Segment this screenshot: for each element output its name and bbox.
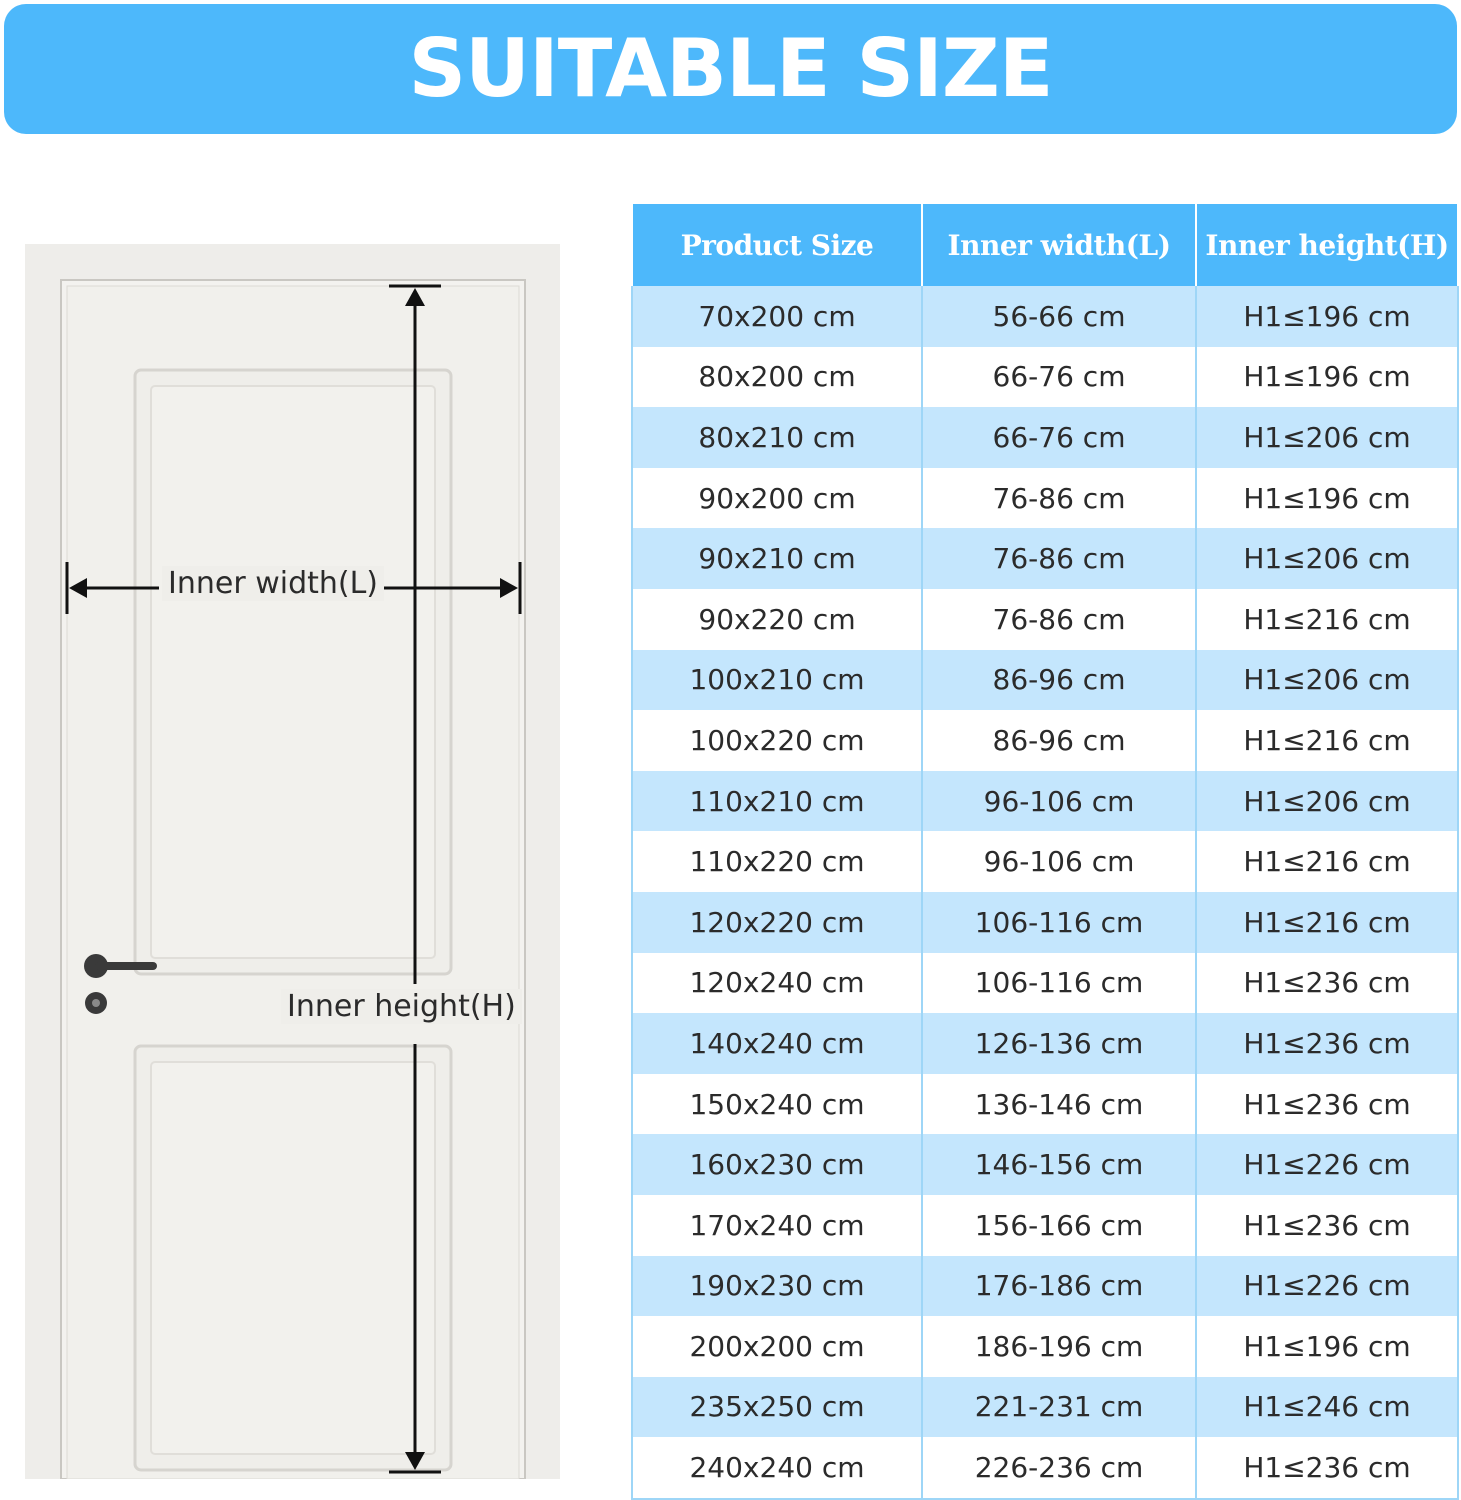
table-row: [632, 286, 1458, 347]
cell-product-size: 190x230 cm: [632, 1256, 922, 1317]
cell-product-size: 90x200 cm: [632, 468, 922, 529]
table-row: [632, 1013, 1458, 1074]
table-row: [632, 589, 1458, 650]
cell-product-size: 90x220 cm: [632, 589, 922, 650]
cell-product-size: 120x220 cm: [632, 892, 922, 953]
cell-product-size: 80x200 cm: [632, 347, 922, 408]
size-table: [631, 204, 1459, 1500]
inner-width-label: Inner width(L): [162, 566, 384, 601]
cell-inner-width: 56-66 cm: [922, 286, 1196, 347]
cell-inner-width: 96-106 cm: [922, 771, 1196, 832]
table-row: [632, 650, 1458, 711]
cell-inner-height: H1≤236 cm: [1196, 1074, 1458, 1135]
cell-product-size: 90x210 cm: [632, 528, 922, 589]
cell-inner-height: H1≤246 cm: [1196, 1377, 1458, 1438]
cell-inner-width: 126-136 cm: [922, 1013, 1196, 1074]
title-banner: [4, 4, 1457, 134]
table-row: [632, 710, 1458, 771]
cell-inner-width: 86-96 cm: [922, 710, 1196, 771]
cell-inner-width: 66-76 cm: [922, 347, 1196, 408]
cell-inner-height: H1≤236 cm: [1196, 953, 1458, 1014]
cell-inner-height: H1≤226 cm: [1196, 1134, 1458, 1195]
header-inner-height: Inner height(H): [1196, 204, 1458, 286]
table-row: [632, 1316, 1458, 1377]
cell-inner-height: H1≤216 cm: [1196, 831, 1458, 892]
cell-product-size: 160x230 cm: [632, 1134, 922, 1195]
table-row: [632, 892, 1458, 953]
cell-inner-height: H1≤206 cm: [1196, 650, 1458, 711]
cell-product-size: 140x240 cm: [632, 1013, 922, 1074]
table-row: [632, 953, 1458, 1014]
cell-inner-height: H1≤236 cm: [1196, 1437, 1458, 1499]
header-inner-width: Inner width(L): [922, 204, 1196, 286]
inner-height-label: Inner height(H): [281, 989, 522, 1024]
cell-inner-width: 106-116 cm: [922, 953, 1196, 1014]
cell-product-size: 200x200 cm: [632, 1316, 922, 1377]
table-row: [632, 1134, 1458, 1195]
cell-inner-height: H1≤196 cm: [1196, 468, 1458, 529]
banner-title: SUITABLE SIZE: [408, 22, 1053, 115]
cell-inner-width: 136-146 cm: [922, 1074, 1196, 1135]
cell-inner-width: 86-96 cm: [922, 650, 1196, 711]
table-header-row: [632, 204, 1458, 286]
cell-inner-height: H1≤216 cm: [1196, 589, 1458, 650]
cell-inner-width: 96-106 cm: [922, 831, 1196, 892]
cell-inner-height: H1≤206 cm: [1196, 407, 1458, 468]
cell-inner-width: 66-76 cm: [922, 407, 1196, 468]
cell-product-size: 240x240 cm: [632, 1437, 922, 1499]
cell-inner-width: 146-156 cm: [922, 1134, 1196, 1195]
cell-product-size: 235x250 cm: [632, 1377, 922, 1438]
table-row: [632, 407, 1458, 468]
cell-inner-height: H1≤236 cm: [1196, 1013, 1458, 1074]
cell-product-size: 120x240 cm: [632, 953, 922, 1014]
door-drawing: [25, 244, 560, 1479]
cell-inner-height: H1≤226 cm: [1196, 1256, 1458, 1317]
table-row: [632, 1437, 1458, 1499]
cell-inner-height: H1≤206 cm: [1196, 771, 1458, 832]
cell-product-size: 110x220 cm: [632, 831, 922, 892]
table-row: [632, 1195, 1458, 1256]
cell-inner-width: 76-86 cm: [922, 589, 1196, 650]
cell-inner-width: 226-236 cm: [922, 1437, 1196, 1499]
table-row: [632, 347, 1458, 408]
cell-product-size: 150x240 cm: [632, 1074, 922, 1135]
cell-product-size: 170x240 cm: [632, 1195, 922, 1256]
cell-product-size: 70x200 cm: [632, 286, 922, 347]
cell-inner-height: H1≤236 cm: [1196, 1195, 1458, 1256]
cell-product-size: 80x210 cm: [632, 407, 922, 468]
cell-inner-width: 176-186 cm: [922, 1256, 1196, 1317]
header-product-size: Product Size: [632, 204, 922, 286]
cell-inner-width: 76-86 cm: [922, 528, 1196, 589]
cell-product-size: 100x220 cm: [632, 710, 922, 771]
cell-product-size: 110x210 cm: [632, 771, 922, 832]
table-row: [632, 1256, 1458, 1317]
cell-inner-height: H1≤196 cm: [1196, 1316, 1458, 1377]
table-row: [632, 831, 1458, 892]
handle-lever: [95, 962, 157, 970]
table-row: [632, 468, 1458, 529]
cell-inner-height: H1≤196 cm: [1196, 286, 1458, 347]
door-illustration: [25, 244, 560, 1479]
table-row: [632, 1377, 1458, 1438]
cell-inner-width: 221-231 cm: [922, 1377, 1196, 1438]
cell-inner-height: H1≤206 cm: [1196, 528, 1458, 589]
table-row: [632, 528, 1458, 589]
table-row: [632, 771, 1458, 832]
table-row: [632, 1074, 1458, 1135]
cell-inner-height: H1≤196 cm: [1196, 347, 1458, 408]
cell-inner-height: H1≤216 cm: [1196, 892, 1458, 953]
cell-inner-width: 156-166 cm: [922, 1195, 1196, 1256]
cell-inner-width: 186-196 cm: [922, 1316, 1196, 1377]
cell-inner-width: 106-116 cm: [922, 892, 1196, 953]
cell-product-size: 100x210 cm: [632, 650, 922, 711]
cell-inner-width: 76-86 cm: [922, 468, 1196, 529]
cell-inner-height: H1≤216 cm: [1196, 710, 1458, 771]
